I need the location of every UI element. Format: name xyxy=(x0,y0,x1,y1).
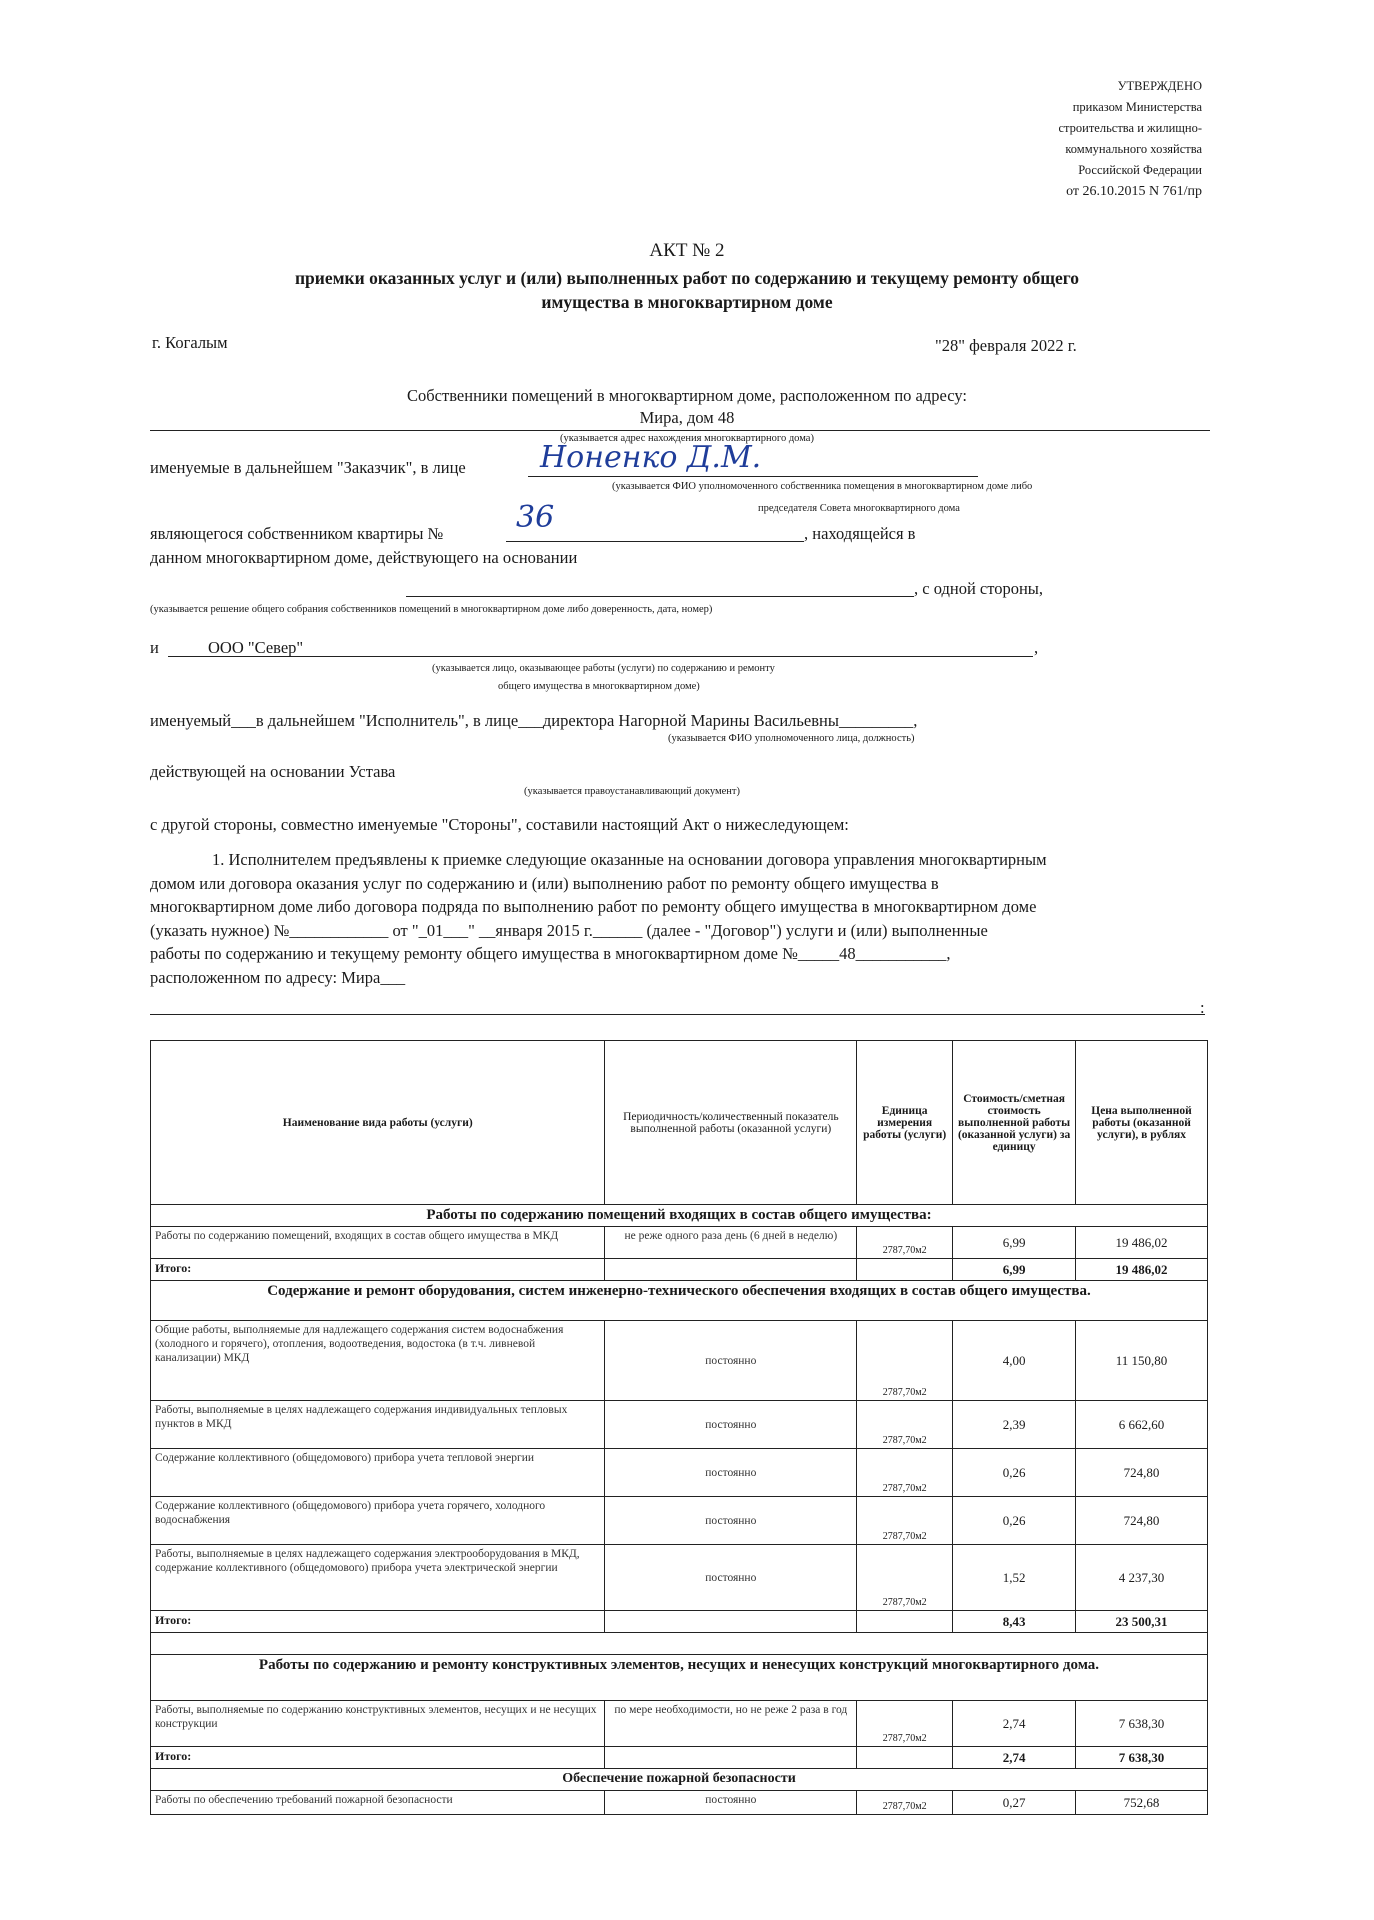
section-header-row xyxy=(151,1205,1208,1227)
other-side-text: с другой стороны, совместно именуемые "Стороны", составили настоящий Акт о нижеследующем: xyxy=(150,815,849,834)
apartment-prefix: являющегося собственником квартиры № xyxy=(150,524,444,543)
section-header-row xyxy=(151,1769,1208,1791)
cell-name: Работы по содержанию помещений, входящих в состав общего имущества в МКД xyxy=(151,1227,605,1259)
header-unit: Единица измерения работы (услуги) xyxy=(857,1041,953,1205)
table-row xyxy=(151,1545,1208,1611)
act-title-line1: приемки оказанных услуг и (или) выполненных работ по содержанию и текущему ремонту общего xyxy=(294,268,1080,288)
approval-block xyxy=(1058,76,1202,202)
act-title-line2: имущества в многоквартирном доме xyxy=(541,292,833,312)
cell-unit: 2787,70м2 xyxy=(857,1545,953,1611)
paragraph-1 xyxy=(150,848,1205,989)
act-number: АКТ № 2 xyxy=(649,240,725,261)
paragraph-line: (указать нужное) №____________ от "_01___" __января 2015 г.______ (далее - "Договор") услуги и (или) выполненные xyxy=(150,920,988,940)
total-row xyxy=(151,1611,1208,1633)
table-row xyxy=(151,1497,1208,1545)
representative-hint: (указывается ФИО уполномоченного лица, должность) xyxy=(668,733,915,744)
approval-line: коммунального хозяйства xyxy=(1065,142,1202,156)
cell-period: по мере необходимости, но не реже 2 раза в год xyxy=(605,1701,857,1747)
customer-hint: (указывается ФИО уполномоченного собственника помещения в многоквартирном доме либо xyxy=(612,481,1033,492)
approval-line: от 26.10.2015 N 761/пр xyxy=(1066,184,1202,199)
cell-unit: 2787,70м2 xyxy=(857,1449,953,1497)
cell-price: 7 638,30 xyxy=(1076,1701,1208,1747)
contractor-name: ООО "Север" xyxy=(208,638,304,657)
cell-period: постоянно xyxy=(605,1401,857,1449)
address-line xyxy=(150,1014,1205,1015)
cell-period: постоянно xyxy=(605,1545,857,1611)
total-row xyxy=(151,1259,1208,1281)
contractor-hint: общего имущества в многоквартирном доме) xyxy=(498,681,700,692)
cell-cost: 6,99 xyxy=(953,1227,1076,1259)
table-row xyxy=(151,1449,1208,1497)
total-cost: 8,43 xyxy=(953,1611,1076,1633)
empty-cell xyxy=(857,1611,953,1633)
empty-cell xyxy=(605,1747,857,1769)
one-side: , с одной стороны, xyxy=(914,579,1044,598)
table-row xyxy=(151,1227,1208,1259)
cell-name: Работы по обеспечению требований пожарной безопасности xyxy=(151,1791,605,1815)
address-underline xyxy=(150,430,1210,431)
apartment-suffix: , находящейся в xyxy=(804,524,916,543)
contractor-basis-hint: (указывается правоустанавливающий документ) xyxy=(524,786,740,797)
approval-line: Российской Федерации xyxy=(1078,163,1202,177)
cell-unit: 2787,70м2 xyxy=(857,1791,953,1815)
section-header-row xyxy=(151,1281,1208,1321)
total-cost: 2,74 xyxy=(953,1747,1076,1769)
cell-unit: 2787,70м2 xyxy=(857,1701,953,1747)
cell-price: 724,80 xyxy=(1076,1497,1208,1545)
cell-price: 19 486,02 xyxy=(1076,1227,1208,1259)
contractor-hint: (указывается лицо, оказывающее работы (услуги) по содержанию и ремонту xyxy=(432,663,775,674)
cell-price: 724,80 xyxy=(1076,1449,1208,1497)
cell-name: Работы, выполняемые в целях надлежащего содержания индивидуальных тепловых пунктов в МКД xyxy=(151,1401,605,1449)
apartment-underline xyxy=(506,541,804,542)
customer-underline xyxy=(528,476,978,477)
cell-name: Общие работы, выполняемые для надлежащего содержания систем водоснабжения (холодного и горячего), отопления, водоотведения, водостока (в т.ч. ливневой канализации) МКД xyxy=(151,1321,605,1401)
cell-name: Содержание коллективного (общедомового) прибора учета тепловой энергии xyxy=(151,1449,605,1497)
paragraph-line: домом или договора оказания услуг по содержанию и (или) выполнению работ по ремонту общего имущества в xyxy=(150,873,939,893)
cell-unit: 2787,70м2 xyxy=(857,1401,953,1449)
table-row xyxy=(151,1701,1208,1747)
customer-signature: Ноненко Д.М. xyxy=(540,440,762,475)
cell-cost: 2,74 xyxy=(953,1701,1076,1747)
owners-address: Мира, дом 48 xyxy=(639,408,735,427)
cell-price: 752,68 xyxy=(1076,1791,1208,1815)
empty-cell xyxy=(857,1259,953,1281)
header-period: Периодичность/количественный показатель выполненной работы (оказанной услуги) xyxy=(605,1041,857,1205)
cell-period: не реже одного раза день (6 дней в неделю) xyxy=(605,1227,857,1259)
section-title: Обеспечение пожарной безопасности xyxy=(151,1769,1208,1791)
section-title: Работы по содержанию помещений входящих в состав общего имущества: xyxy=(151,1205,1208,1227)
header-name: Наименование вида работы (услуги) xyxy=(151,1041,605,1205)
cell-price: 4 237,30 xyxy=(1076,1545,1208,1611)
customer-prefix: именуемые в дальнейшем "Заказчик", в лице xyxy=(150,458,466,477)
section-header-row xyxy=(151,1655,1208,1701)
spacer-cell xyxy=(151,1633,1208,1655)
empty-cell xyxy=(857,1747,953,1769)
cell-unit: 2787,70м2 xyxy=(857,1321,953,1401)
cell-name: Содержание коллективного (общедомового) прибора учета горячего, холодного водоснабжения xyxy=(151,1497,605,1545)
contractor-comma: , xyxy=(1034,638,1039,657)
total-price: 7 638,30 xyxy=(1076,1747,1208,1769)
cell-period: постоянно xyxy=(605,1449,857,1497)
table-row xyxy=(151,1321,1208,1401)
header-cost: Стоимость/сметная стоимость выполненной работы (оказанной услуги) за единицу xyxy=(953,1041,1076,1205)
cell-cost: 4,00 xyxy=(953,1321,1076,1401)
cell-price: 11 150,80 xyxy=(1076,1321,1208,1401)
cell-name: Работы, выполняемые по содержанию конструктивных элементов, несущих и не несущих конструкции xyxy=(151,1701,605,1747)
approval-line: УТВЕРЖДЕНО xyxy=(1117,79,1202,93)
basis-hint: (указывается решение общего собрания собственников помещений в многоквартирном доме либо доверенность, дата, номер) xyxy=(150,604,713,615)
approval-line: строительства и жилищно- xyxy=(1058,121,1202,135)
and-text: и xyxy=(150,638,159,657)
cell-period: постоянно xyxy=(605,1791,857,1815)
cell-cost: 2,39 xyxy=(953,1401,1076,1449)
empty-cell xyxy=(605,1259,857,1281)
apartment-number: 36 xyxy=(516,500,555,535)
basis-underline xyxy=(406,596,914,597)
cell-unit: 2787,70м2 xyxy=(857,1497,953,1545)
cell-unit: 2787,70м2 xyxy=(857,1227,953,1259)
header-price: Цена выполненной работы (оказанной услуги), в рублях xyxy=(1076,1041,1208,1205)
cell-cost: 0,26 xyxy=(953,1449,1076,1497)
cell-cost: 0,26 xyxy=(953,1497,1076,1545)
cell-period: постоянно xyxy=(605,1497,857,1545)
total-row xyxy=(151,1747,1208,1769)
address-hint: (указывается адрес нахождения многоквартирного дома) xyxy=(560,433,814,444)
total-label: Итого: xyxy=(151,1611,605,1633)
spacer-row xyxy=(151,1633,1208,1655)
cell-cost: 0,27 xyxy=(953,1791,1076,1815)
table-row xyxy=(151,1401,1208,1449)
colon: : xyxy=(1200,998,1205,1017)
cell-cost: 1,52 xyxy=(953,1545,1076,1611)
table-header-row xyxy=(151,1041,1208,1205)
total-label: Итого: xyxy=(151,1747,605,1769)
approval-line: приказом Министерства xyxy=(1072,100,1202,114)
city: г. Когалым xyxy=(152,333,228,352)
paragraph-line: 1. Исполнителем предъявлены к приемке следующие оказанные на основании договора управления многоквартирным xyxy=(212,850,1047,869)
table-row xyxy=(151,1791,1208,1815)
cell-period: постоянно xyxy=(605,1321,857,1401)
cell-name: Работы, выполняемые в целях надлежащего содержания электрооборудования в МКД, содержание коллективного (общедомового) прибора учета электрической энергии xyxy=(151,1545,605,1611)
paragraph-line: многоквартирном доме либо договора подряда по выполнению работ по ремонту общего имущества в многоквартирном доме xyxy=(150,897,1037,916)
paragraph-line: расположенном по адресу: Мира___ xyxy=(150,967,406,987)
total-label: Итого: xyxy=(151,1259,605,1281)
owners-intro: Собственники помещений в многоквартирном доме, расположенном по адресу: xyxy=(407,386,967,405)
cell-price: 6 662,60 xyxy=(1076,1401,1208,1449)
basis-text: данном многоквартирном доме, действующего на основании xyxy=(150,548,578,567)
total-cost: 6,99 xyxy=(953,1259,1076,1281)
section-title: Содержание и ремонт оборудования, систем инженерно-технического обеспечения входящих в состав общего имущества. xyxy=(151,1281,1208,1321)
services-table xyxy=(150,1040,1208,1815)
total-price: 23 500,31 xyxy=(1076,1611,1208,1633)
empty-cell xyxy=(605,1611,857,1633)
customer-hint: председателя Совета многоквартирного дома xyxy=(758,503,960,514)
total-price: 19 486,02 xyxy=(1076,1259,1208,1281)
act-date: "28" февраля 2022 г. xyxy=(935,336,1077,355)
representative-text: именуемый___в дальнейшем "Исполнитель", в лице___директора Нагорной Марины Васильевны_________, xyxy=(150,711,918,730)
contractor-basis: действующей на основании Устава xyxy=(150,762,396,781)
paragraph-line: работы по содержанию и текущему ремонту общего имущества в многоквартирном доме №_____48___________, xyxy=(150,944,951,963)
section-title: Работы по содержанию и ремонту конструктивных элементов, несущих и ненесущих конструкций многоквартирного дома. xyxy=(151,1655,1208,1701)
